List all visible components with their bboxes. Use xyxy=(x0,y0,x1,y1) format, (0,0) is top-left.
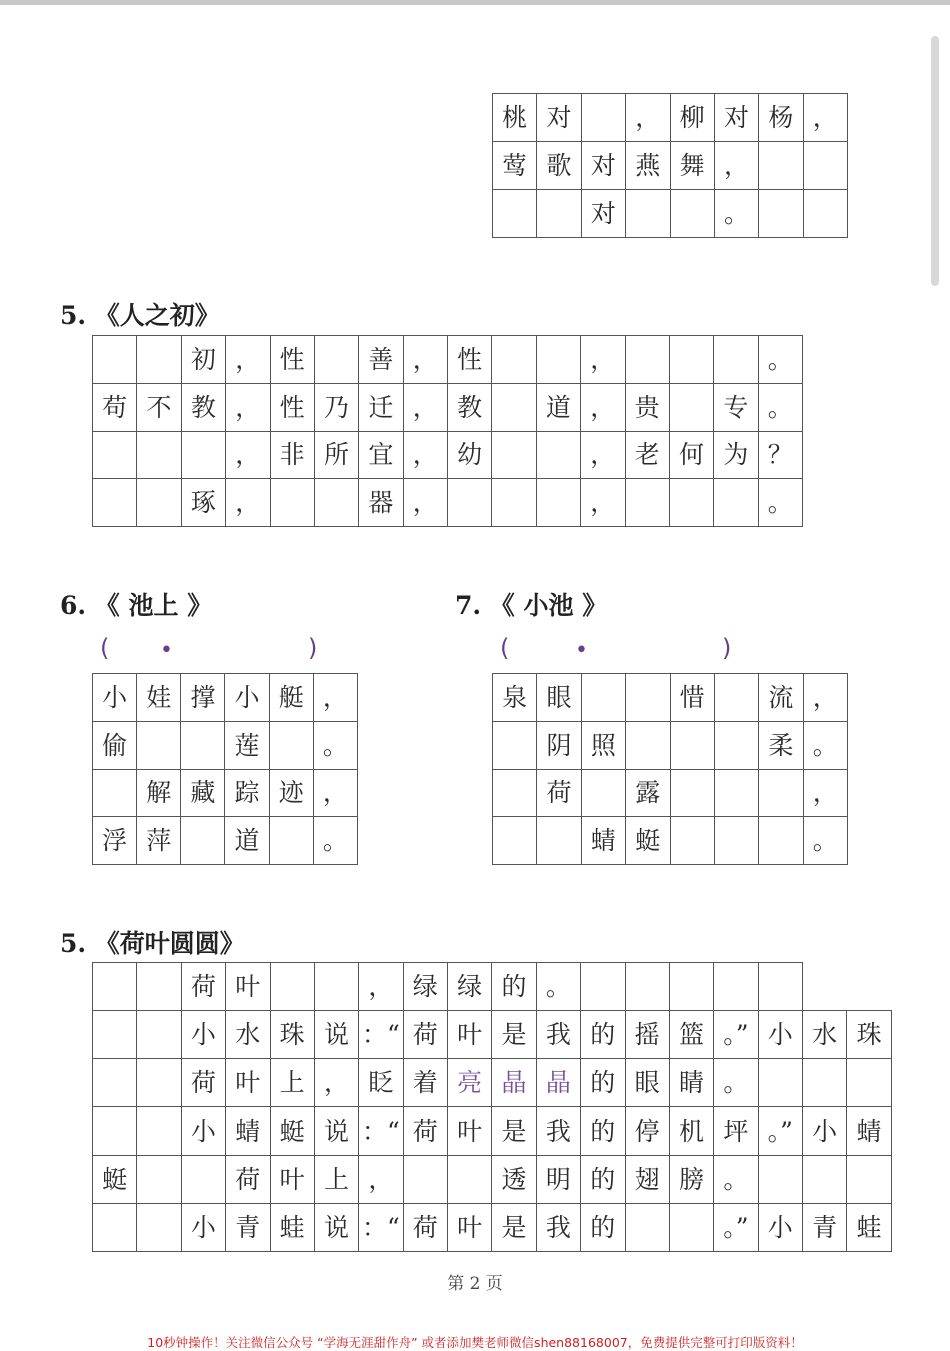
section-heading-chishang: 6. 《 池上 》 xyxy=(60,591,213,620)
grid-cell: 荷 xyxy=(403,1203,447,1251)
grid-row xyxy=(93,1011,892,1059)
grid-cell: 。 xyxy=(714,1059,758,1107)
grid-cell: 所 xyxy=(314,431,358,479)
grid-cell xyxy=(93,431,137,479)
separator-dot: • xyxy=(160,638,173,663)
grid-cell: 教 xyxy=(181,383,225,431)
grid-cell: 说 xyxy=(314,1107,358,1155)
grid-cell: 是 xyxy=(492,1107,536,1155)
grid-cell xyxy=(758,963,802,1011)
grid-cell xyxy=(625,336,669,384)
grid-row xyxy=(93,1107,892,1155)
grid-cell: ， xyxy=(226,431,270,479)
grid-cell: 上 xyxy=(314,1155,358,1203)
grid-cell: ， xyxy=(226,383,270,431)
grid-row xyxy=(493,817,848,865)
grid-cell xyxy=(181,817,225,865)
grid-cell: 水 xyxy=(803,1011,847,1059)
grid-cell: 对 xyxy=(581,142,625,190)
grid-row xyxy=(493,721,848,769)
grid-cell: ？ xyxy=(758,431,802,479)
grid-cell: 解 xyxy=(137,769,181,817)
grid-cell xyxy=(492,336,536,384)
grid-row xyxy=(93,336,803,384)
hyyy-grid xyxy=(92,962,892,1252)
grid-cell xyxy=(493,721,537,769)
pinyin-paren-xiaochi xyxy=(500,634,740,664)
grid-cell: 小 xyxy=(181,1107,225,1155)
grid-cell: 说 xyxy=(314,1011,358,1059)
grid-cell: 叶 xyxy=(448,1107,492,1155)
grid-cell: 小 xyxy=(181,1011,225,1059)
grid-cell: 。 xyxy=(714,1155,758,1203)
grid-cell xyxy=(759,769,803,817)
grid-cell xyxy=(803,1059,847,1107)
grid-cell xyxy=(759,190,803,238)
grid-cell: 小 xyxy=(803,1107,847,1155)
grid-cell: 。” xyxy=(758,1107,802,1155)
grid-cell: 道 xyxy=(536,383,580,431)
grid-cell xyxy=(669,963,713,1011)
grid-cell: 对 xyxy=(537,94,581,142)
grid-cell xyxy=(803,142,847,190)
separator-dot: • xyxy=(575,638,588,663)
grid-cell: 蜓 xyxy=(93,1155,137,1203)
grid-cell xyxy=(626,674,670,722)
section-heading-rzc: 5. 《人之初》 xyxy=(60,301,220,330)
grid-cell: 睛 xyxy=(669,1059,713,1107)
grid-cell xyxy=(537,190,581,238)
grid-cell: 惜 xyxy=(670,674,714,722)
grid-cell: 蜻 xyxy=(226,1107,270,1155)
grid-cell xyxy=(670,817,714,865)
grid-cell: 蜓 xyxy=(626,817,670,865)
grid-cell: ， xyxy=(314,1059,358,1107)
grid-cell xyxy=(492,383,536,431)
grid-cell: ， xyxy=(313,769,357,817)
grid-cell: 机 xyxy=(669,1107,713,1155)
grid-cell: 青 xyxy=(803,1203,847,1251)
grid-row xyxy=(93,1155,892,1203)
grid-row xyxy=(93,383,803,431)
grid-cell: 器 xyxy=(359,479,403,527)
grid-cell: 琢 xyxy=(181,479,225,527)
grid-cell xyxy=(403,1155,447,1203)
grid-cell: 小 xyxy=(181,1203,225,1251)
grid-row xyxy=(93,963,892,1011)
grid-cell xyxy=(669,1203,713,1251)
grid-cell: 泉 xyxy=(493,674,537,722)
grid-cell xyxy=(669,479,713,527)
grid-cell: 亮 xyxy=(448,1059,492,1107)
chishang-grid xyxy=(92,673,358,865)
grid-cell xyxy=(270,963,314,1011)
grid-cell: 珠 xyxy=(270,1011,314,1059)
grid-cell: 珠 xyxy=(847,1011,892,1059)
grid-row xyxy=(93,431,803,479)
grid-row xyxy=(493,142,848,190)
grid-cell: 柔 xyxy=(759,721,803,769)
grid-cell xyxy=(493,769,537,817)
grid-cell: 的 xyxy=(492,963,536,1011)
grid-cell: 眼 xyxy=(625,1059,669,1107)
grid-cell: ， xyxy=(403,431,447,479)
grid-cell xyxy=(269,817,313,865)
grid-cell: 我 xyxy=(536,1203,580,1251)
grid-cell: 膀 xyxy=(669,1155,713,1203)
grid-cell: 。 xyxy=(803,817,847,865)
paren-close: ) xyxy=(308,634,318,662)
grid-cell xyxy=(759,142,803,190)
grid-cell: 荷 xyxy=(226,1155,270,1203)
grid-cell: 。” xyxy=(714,1011,758,1059)
grid-cell: 晶 xyxy=(492,1059,536,1107)
grid-cell xyxy=(137,963,181,1011)
grid-cell: 桃 xyxy=(493,94,537,142)
grid-cell: 为 xyxy=(714,431,758,479)
grid-cell: 。 xyxy=(758,479,802,527)
grid-cell: 莲 xyxy=(225,721,269,769)
grid-cell xyxy=(847,1155,892,1203)
grid-cell: 。 xyxy=(758,336,802,384)
grid-cell xyxy=(581,963,625,1011)
grid-cell: 浮 xyxy=(93,817,137,865)
grid-cell: 迁 xyxy=(359,383,403,431)
grid-cell: ， xyxy=(803,769,847,817)
grid-cell xyxy=(536,479,580,527)
grid-cell xyxy=(137,1203,181,1251)
grid-cell xyxy=(536,336,580,384)
grid-cell: 燕 xyxy=(626,142,670,190)
grid-cell xyxy=(714,817,758,865)
grid-cell xyxy=(93,769,137,817)
grid-cell xyxy=(581,94,625,142)
grid-cell xyxy=(670,190,714,238)
grid-cell: 青 xyxy=(226,1203,270,1251)
grid-cell: 叶 xyxy=(226,963,270,1011)
grid-cell: 教 xyxy=(448,383,492,431)
grid-cell: 荷 xyxy=(403,1011,447,1059)
grid-cell xyxy=(493,817,537,865)
grid-cell: ， xyxy=(403,383,447,431)
grid-cell: 荷 xyxy=(181,1059,225,1107)
grid-cell xyxy=(803,190,847,238)
grid-cell: 娃 xyxy=(137,674,181,722)
grid-cell: 翅 xyxy=(625,1155,669,1203)
grid-cell xyxy=(93,1107,137,1155)
paren-open: ( xyxy=(500,634,510,662)
grid-cell: ：“ xyxy=(359,1011,403,1059)
xiaochi-grid xyxy=(492,673,848,865)
grid-cell: 阴 xyxy=(537,721,581,769)
grid-row xyxy=(93,1059,892,1107)
grid-cell xyxy=(93,336,137,384)
grid-cell: 照 xyxy=(581,721,625,769)
grid-cell xyxy=(269,721,313,769)
grid-cell: 水 xyxy=(226,1011,270,1059)
grid-cell: 荷 xyxy=(181,963,225,1011)
grid-cell xyxy=(448,1155,492,1203)
grid-cell: 。 xyxy=(803,721,847,769)
grid-cell xyxy=(581,674,625,722)
grid-cell: 是 xyxy=(492,1203,536,1251)
grid-cell: ：“ xyxy=(359,1203,403,1251)
grid-cell xyxy=(759,817,803,865)
grid-cell: 眨 xyxy=(359,1059,403,1107)
grid-cell: ， xyxy=(226,336,270,384)
grid-cell: 。 xyxy=(758,383,802,431)
section-heading-hyyy: 5. 《荷叶圆圆》 xyxy=(60,929,245,958)
grid-cell xyxy=(137,1155,181,1203)
grid-cell: 坪 xyxy=(714,1107,758,1155)
grid-cell xyxy=(137,721,181,769)
grid-cell: 叶 xyxy=(270,1155,314,1203)
grid-cell xyxy=(536,431,580,479)
grid-cell: 藏 xyxy=(181,769,225,817)
grid-cell xyxy=(626,721,670,769)
grid-cell: 绿 xyxy=(448,963,492,1011)
grid-cell: 的 xyxy=(581,1011,625,1059)
grid-cell xyxy=(93,1011,137,1059)
grid-cell xyxy=(758,1155,802,1203)
grid-cell: 道 xyxy=(225,817,269,865)
grid-cell: 的 xyxy=(581,1059,625,1107)
grid-cell: 叶 xyxy=(448,1011,492,1059)
grid-cell: 我 xyxy=(536,1011,580,1059)
grid-cell: 初 xyxy=(181,336,225,384)
grid-row xyxy=(493,769,848,817)
grid-cell: 小 xyxy=(758,1203,802,1251)
grid-cell xyxy=(669,336,713,384)
grid-cell: ， xyxy=(803,94,847,142)
grid-row xyxy=(493,94,848,142)
grid-cell: 蛙 xyxy=(847,1203,892,1251)
grid-cell: 的 xyxy=(581,1203,625,1251)
grid-cell: 柳 xyxy=(670,94,714,142)
grid-cell: 停 xyxy=(625,1107,669,1155)
couplet-grid xyxy=(492,93,848,238)
grid-cell: 莺 xyxy=(493,142,537,190)
grid-cell: 对 xyxy=(581,190,625,238)
section-heading-xiaochi: 7. 《 小池 》 xyxy=(455,591,608,620)
grid-cell: 叶 xyxy=(226,1059,270,1107)
grid-cell: ， xyxy=(714,142,758,190)
grid-cell: ， xyxy=(359,1155,403,1203)
grid-cell xyxy=(314,479,358,527)
grid-cell: 流 xyxy=(759,674,803,722)
grid-cell xyxy=(714,769,758,817)
page-number: 第 2 页 xyxy=(447,1274,503,1294)
grid-cell xyxy=(137,1107,181,1155)
grid-row xyxy=(493,190,848,238)
scrollbar-thumb[interactable] xyxy=(931,36,939,286)
grid-cell xyxy=(626,190,670,238)
grid-cell xyxy=(758,1059,802,1107)
grid-cell: 是 xyxy=(492,1011,536,1059)
grid-cell xyxy=(847,1059,892,1107)
grid-cell: 对 xyxy=(714,94,758,142)
grid-cell: ， xyxy=(626,94,670,142)
grid-cell: 透 xyxy=(492,1155,536,1203)
grid-cell: ， xyxy=(313,674,357,722)
grid-cell xyxy=(137,1059,181,1107)
paren-close: ) xyxy=(722,634,732,662)
grid-cell: 善 xyxy=(359,336,403,384)
grid-cell: ， xyxy=(581,383,625,431)
grid-cell xyxy=(581,769,625,817)
grid-cell: 非 xyxy=(270,431,314,479)
grid-row xyxy=(93,479,803,527)
grid-cell xyxy=(181,431,225,479)
grid-cell: 。 xyxy=(714,190,758,238)
grid-cell: 专 xyxy=(714,383,758,431)
grid-cell: ， xyxy=(581,431,625,479)
grid-cell: ， xyxy=(359,963,403,1011)
footer-notice: 10秒钟操作！关注微信公众号 “学海无涯甜作舟” 或者添加樊老师微信shen88168007，免费提供完整可打印版资料！ xyxy=(147,1335,803,1350)
grid-cell xyxy=(181,1155,225,1203)
grid-cell: 蛙 xyxy=(270,1203,314,1251)
grid-cell xyxy=(670,769,714,817)
grid-cell xyxy=(492,479,536,527)
grid-cell: 性 xyxy=(270,383,314,431)
grid-cell: 性 xyxy=(448,336,492,384)
grid-cell: 露 xyxy=(626,769,670,817)
grid-cell: 艇 xyxy=(269,674,313,722)
rzc-grid xyxy=(92,335,803,527)
grid-cell: 偷 xyxy=(93,721,137,769)
grid-cell: 踪 xyxy=(225,769,269,817)
grid-cell xyxy=(137,1011,181,1059)
grid-cell: 的 xyxy=(581,1155,625,1203)
grid-cell: 萍 xyxy=(137,817,181,865)
grid-cell xyxy=(714,674,758,722)
grid-cell: 老 xyxy=(625,431,669,479)
grid-cell: 说 xyxy=(314,1203,358,1251)
grid-cell xyxy=(314,336,358,384)
grid-cell: ：“ xyxy=(359,1107,403,1155)
grid-cell: ， xyxy=(581,336,625,384)
grid-cell: ， xyxy=(581,479,625,527)
grid-cell xyxy=(493,190,537,238)
grid-cell: 幼 xyxy=(448,431,492,479)
grid-cell: ， xyxy=(226,479,270,527)
grid-cell: 晶 xyxy=(536,1059,580,1107)
grid-row xyxy=(93,674,358,722)
grid-cell: 。 xyxy=(313,721,357,769)
grid-cell xyxy=(448,479,492,527)
grid-cell: 我 xyxy=(536,1107,580,1155)
grid-cell: 小 xyxy=(225,674,269,722)
grid-cell xyxy=(714,479,758,527)
paren-open: ( xyxy=(100,634,110,662)
grid-cell xyxy=(625,1203,669,1251)
grid-row xyxy=(93,769,358,817)
grid-row xyxy=(493,674,848,722)
grid-cell: 撑 xyxy=(181,674,225,722)
grid-cell: 蜓 xyxy=(270,1107,314,1155)
grid-cell xyxy=(669,383,713,431)
grid-cell: 绿 xyxy=(403,963,447,1011)
grid-cell: 不 xyxy=(137,383,181,431)
grid-row xyxy=(93,721,358,769)
grid-cell: 明 xyxy=(536,1155,580,1203)
grid-cell xyxy=(803,1155,847,1203)
grid-cell: 歌 xyxy=(537,142,581,190)
grid-cell xyxy=(181,721,225,769)
grid-cell xyxy=(137,336,181,384)
grid-cell: 摇 xyxy=(625,1011,669,1059)
grid-cell: 蜻 xyxy=(581,817,625,865)
grid-cell: 苟 xyxy=(93,383,137,431)
grid-cell: 小 xyxy=(93,674,137,722)
grid-cell xyxy=(625,963,669,1011)
grid-cell xyxy=(137,431,181,479)
grid-cell xyxy=(670,721,714,769)
grid-cell: 。 xyxy=(536,963,580,1011)
grid-cell: 何 xyxy=(669,431,713,479)
grid-cell: 着 xyxy=(403,1059,447,1107)
grid-cell xyxy=(93,479,137,527)
grid-cell: 荷 xyxy=(403,1107,447,1155)
grid-cell: 。 xyxy=(313,817,357,865)
grid-row xyxy=(93,1203,892,1251)
grid-cell: ， xyxy=(803,674,847,722)
grid-cell: 眼 xyxy=(537,674,581,722)
grid-cell xyxy=(137,479,181,527)
grid-cell: 叶 xyxy=(448,1203,492,1251)
grid-cell: ， xyxy=(403,479,447,527)
grid-cell xyxy=(314,963,358,1011)
grid-cell xyxy=(492,431,536,479)
grid-cell: ， xyxy=(403,336,447,384)
grid-cell: 。” xyxy=(714,1203,758,1251)
grid-row xyxy=(93,817,358,865)
grid-cell xyxy=(625,479,669,527)
grid-cell: 小 xyxy=(758,1011,802,1059)
grid-cell xyxy=(537,817,581,865)
grid-cell xyxy=(714,336,758,384)
grid-cell: 宜 xyxy=(359,431,403,479)
grid-cell: 蜻 xyxy=(847,1107,892,1155)
grid-cell: 杨 xyxy=(759,94,803,142)
grid-cell xyxy=(270,479,314,527)
grid-cell: 荷 xyxy=(537,769,581,817)
grid-cell xyxy=(714,963,758,1011)
grid-cell xyxy=(93,963,137,1011)
grid-cell xyxy=(93,1059,137,1107)
grid-cell: 乃 xyxy=(314,383,358,431)
grid-cell xyxy=(714,721,758,769)
grid-cell: 舞 xyxy=(670,142,714,190)
grid-cell: 篮 xyxy=(669,1011,713,1059)
grid-cell xyxy=(93,1203,137,1251)
grid-cell: 迹 xyxy=(269,769,313,817)
pinyin-paren-chishang xyxy=(100,634,325,664)
grid-cell: 的 xyxy=(581,1107,625,1155)
top-divider xyxy=(0,0,950,5)
grid-cell: 贵 xyxy=(625,383,669,431)
grid-cell: 上 xyxy=(270,1059,314,1107)
grid-cell: 性 xyxy=(270,336,314,384)
